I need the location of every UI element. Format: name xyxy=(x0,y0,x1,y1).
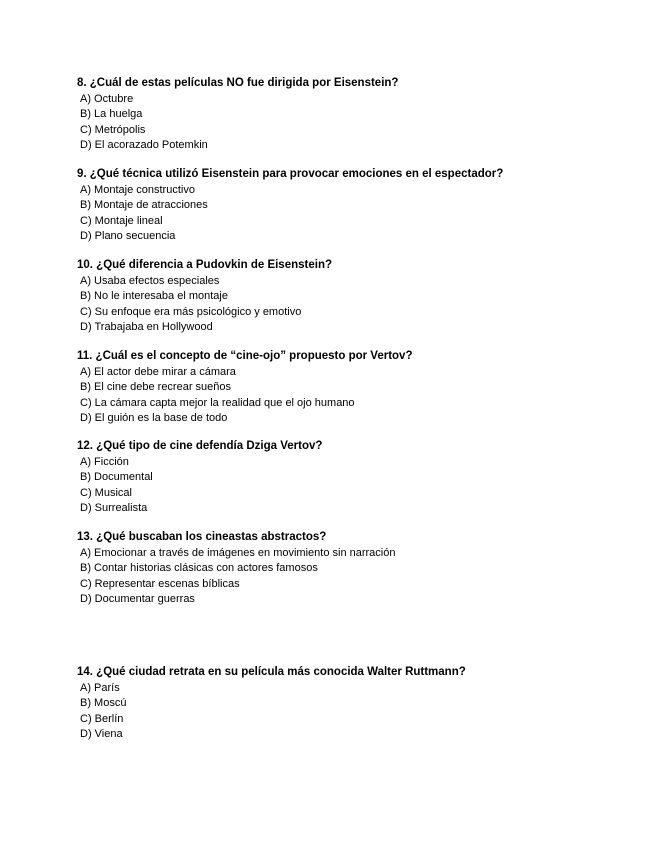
option-a: A) Usaba efectos especiales xyxy=(80,274,220,287)
question-title: 9. ¿Qué técnica utilizó Eisenstein para provocar emociones en el espectador? xyxy=(77,168,504,180)
option-c: C) Musical xyxy=(80,486,132,499)
option-a: A) Octubre xyxy=(80,92,134,105)
option-c: C) Montaje lineal xyxy=(80,214,163,227)
option-list xyxy=(77,681,637,743)
question-title: 12. ¿Qué tipo de cine defendía Dziga Vertov? xyxy=(77,440,323,452)
option-a: A) Ficción xyxy=(80,455,129,468)
option-d: D) El acorazado Potemkin xyxy=(80,139,208,151)
option-list xyxy=(77,546,637,608)
option-c: C) Su enfoque era más psicológico y emotivo xyxy=(80,305,302,318)
question-9 xyxy=(77,167,637,245)
option-list xyxy=(77,274,637,336)
option-list xyxy=(77,92,637,154)
question-title: 14. ¿Qué ciudad retrata en su película más conocida Walter Ruttmann? xyxy=(77,666,466,678)
option-d: D) Surrealista xyxy=(80,502,148,514)
option-d: D) Viena xyxy=(80,728,123,740)
question-title: 11. ¿Cuál es el concepto de “cine-ojo” propuesto por Vertov? xyxy=(77,350,413,362)
option-d: D) El guión es la base de todo xyxy=(80,412,228,424)
option-a: A) París xyxy=(80,681,120,694)
option-list xyxy=(77,183,637,245)
option-b: B) Montaje de atracciones xyxy=(80,199,208,211)
question-13 xyxy=(77,530,637,608)
option-list xyxy=(77,455,637,517)
option-c: C) Metrópolis xyxy=(80,123,146,136)
option-a: A) Montaje constructivo xyxy=(80,183,195,196)
question-title: 13. ¿Qué buscaban los cineastas abstractos? xyxy=(77,531,327,543)
option-b: B) La huelga xyxy=(80,108,143,120)
option-b: B) Moscú xyxy=(80,697,127,709)
question-12 xyxy=(77,439,637,517)
question-11 xyxy=(77,349,637,427)
option-c: C) Berlín xyxy=(80,712,124,725)
option-d: D) Plano secuencia xyxy=(80,230,176,242)
option-a: A) Emocionar a través de imágenes en movimiento sin narración xyxy=(80,546,396,559)
option-b: B) El cine debe recrear sueños xyxy=(80,381,232,393)
option-b: B) Contar historias clásicas con actores famosos xyxy=(80,562,318,574)
question-title: 8. ¿Cuál de estas películas NO fue dirigida por Eisenstein? xyxy=(77,77,399,89)
question-10 xyxy=(77,258,637,336)
question-8 xyxy=(77,76,637,154)
option-a: A) El actor debe mirar a cámara xyxy=(80,365,236,378)
question-title: 10. ¿Qué diferencia a Pudovkin de Eisenstein? xyxy=(77,259,332,271)
option-b: B) Documental xyxy=(80,471,153,483)
question-14 xyxy=(77,665,637,743)
option-list xyxy=(77,365,637,427)
option-b: B) No le interesaba el montaje xyxy=(80,290,228,302)
option-d: D) Trabajaba en Hollywood xyxy=(80,321,213,333)
option-c: C) La cámara capta mejor la realidad que el ojo humano xyxy=(80,396,355,409)
option-d: D) Documentar guerras xyxy=(80,593,195,605)
option-c: C) Representar escenas bíblicas xyxy=(80,577,240,590)
